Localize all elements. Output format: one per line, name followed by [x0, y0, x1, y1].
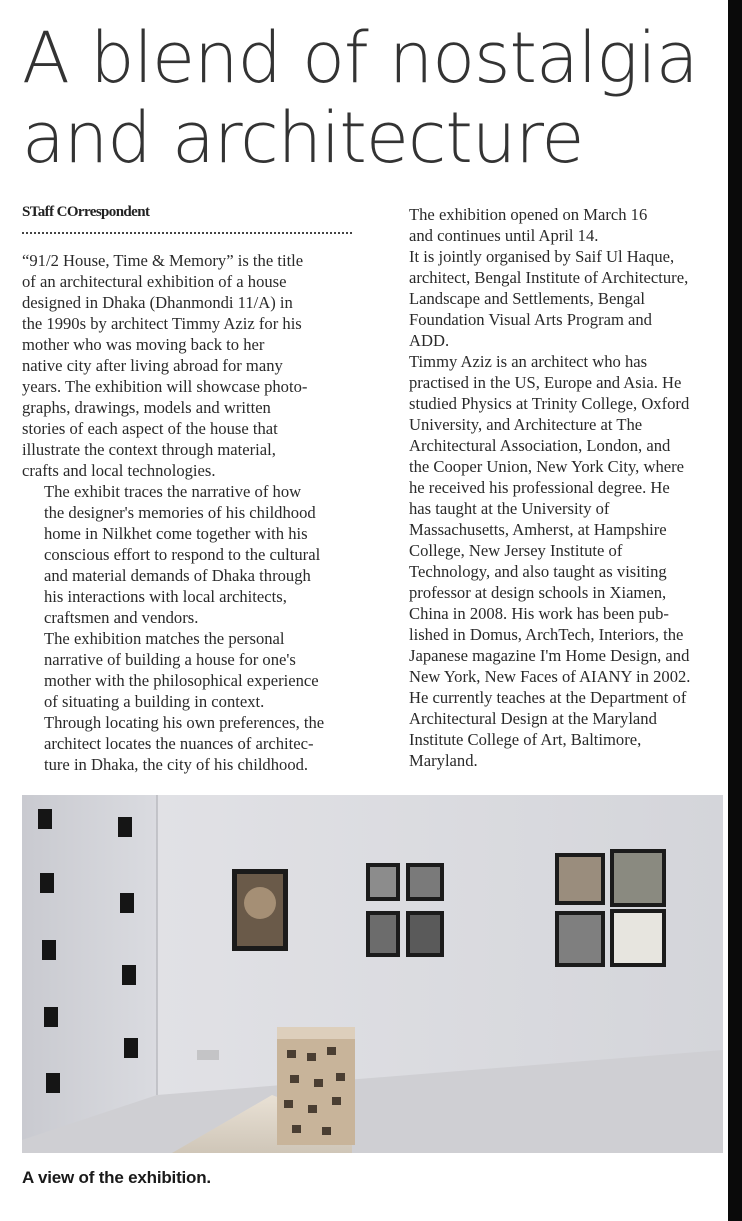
text-line: stories of each aspect of the house that — [22, 419, 278, 438]
paragraph — [22, 481, 362, 628]
exhibition-photo — [22, 795, 723, 1153]
text-line: The exhibit traces the narrative of how — [44, 482, 302, 501]
text-line: mother who was moving back to her — [22, 335, 265, 354]
text-line: graphs, drawings, models and written — [22, 398, 271, 417]
text-line: home in Nilkhet come together with his — [44, 524, 308, 543]
text-line: conscious effort to respond to the cultural — [44, 545, 321, 564]
text-line: native city after living abroad for many — [22, 356, 283, 375]
text-line: the 1990s by architect Timmy Aziz for his — [22, 314, 302, 333]
paragraph — [387, 246, 725, 351]
exhibition-photo-drawing — [22, 795, 723, 1153]
text-line: narrative of building a house for one's — [44, 650, 296, 669]
text-line: Technology, and also taught as visiting — [409, 562, 667, 581]
headline-line: A blend of nostalgia — [22, 17, 698, 99]
headline — [22, 18, 722, 178]
text-line: ADD. — [409, 331, 450, 350]
byline: STaff COrrespondent — [22, 204, 150, 220]
text-line: ture in Dhaka, the city of his childhood. — [44, 755, 309, 774]
text-line: architect, Bengal Institute of Architecture, — [409, 268, 689, 287]
photo-caption: A view of the exhibition. — [22, 1168, 211, 1187]
text-line: Massachusetts, Amherst, at Hampshire — [409, 520, 667, 539]
text-line: Landscape and Settlements, Bengal — [409, 289, 645, 308]
right-column — [387, 204, 725, 771]
text-line: New York, New Faces of AIANY in 2002. — [409, 667, 691, 686]
paragraph — [387, 204, 725, 246]
text-line: practised in the US, Europe and Asia. He — [409, 373, 682, 392]
text-line: It is jointly organised by Saif Ul Haque, — [409, 247, 675, 266]
text-line: Architectural Association, London, and — [409, 436, 671, 455]
text-line: the designer's memories of his childhood — [44, 503, 316, 522]
text-line: “91/2 House, Time & Memory” is the title — [22, 251, 304, 270]
text-line: years. The exhibition will showcase photo- — [22, 377, 308, 396]
page-edge-bar — [728, 0, 742, 1221]
text-line: professor at design schools in Xiamen, — [409, 583, 667, 602]
text-line: crafts and local technologies. — [22, 461, 216, 480]
text-line: Maryland. — [409, 751, 478, 770]
text-line: He currently teaches at the Department of — [409, 688, 687, 707]
text-line: Through locating his own preferences, the — [44, 713, 325, 732]
text-line: illustrate the context through material, — [22, 440, 276, 459]
text-line: Architectural Design at the Maryland — [409, 709, 657, 728]
text-line: has taught at the University of — [409, 499, 610, 518]
text-line: and continues until April 14. — [409, 226, 599, 245]
text-line: studied Physics at Trinity College, Oxford — [409, 394, 690, 413]
text-line: lished in Domus, ArchTech, Interiors, the — [409, 625, 684, 644]
text-line: the Cooper Union, New York City, where — [409, 457, 684, 476]
paragraph — [22, 250, 362, 481]
text-line: architect locates the nuances of architec- — [44, 734, 314, 753]
text-line: of situating a building in context. — [44, 692, 265, 711]
text-line: Timmy Aziz is an architect who has — [409, 352, 648, 371]
headline-line: and architecture — [22, 97, 584, 179]
left-column — [22, 250, 362, 775]
text-line: of an architectural exhibition of a house — [22, 272, 287, 291]
text-line: craftsmen and vendors. — [44, 608, 199, 627]
text-line: The exhibition matches the personal — [44, 629, 285, 648]
text-line: College, New Jersey Institute of — [409, 541, 623, 560]
text-line: University, and Architecture at The — [409, 415, 643, 434]
paragraph — [387, 351, 725, 771]
text-line: The exhibition opened on March 16 — [409, 205, 648, 224]
text-line: Foundation Visual Arts Program and — [409, 310, 652, 329]
text-line: he received his professional degree. He — [409, 478, 670, 497]
text-line: China in 2008. His work has been pub- — [409, 604, 669, 623]
text-line: his interactions with local architects, — [44, 587, 287, 606]
text-line: and material demands of Dhaka through — [44, 566, 311, 585]
text-line: Institute College of Art, Baltimore, — [409, 730, 642, 749]
text-line: mother with the philosophical experience — [44, 671, 319, 690]
paragraph — [22, 628, 362, 775]
text-line: designed in Dhaka (Dhanmondi 11/A) in — [22, 293, 293, 312]
byline-divider — [22, 232, 352, 234]
text-line: Japanese magazine I'm Home Design, and — [409, 646, 690, 665]
